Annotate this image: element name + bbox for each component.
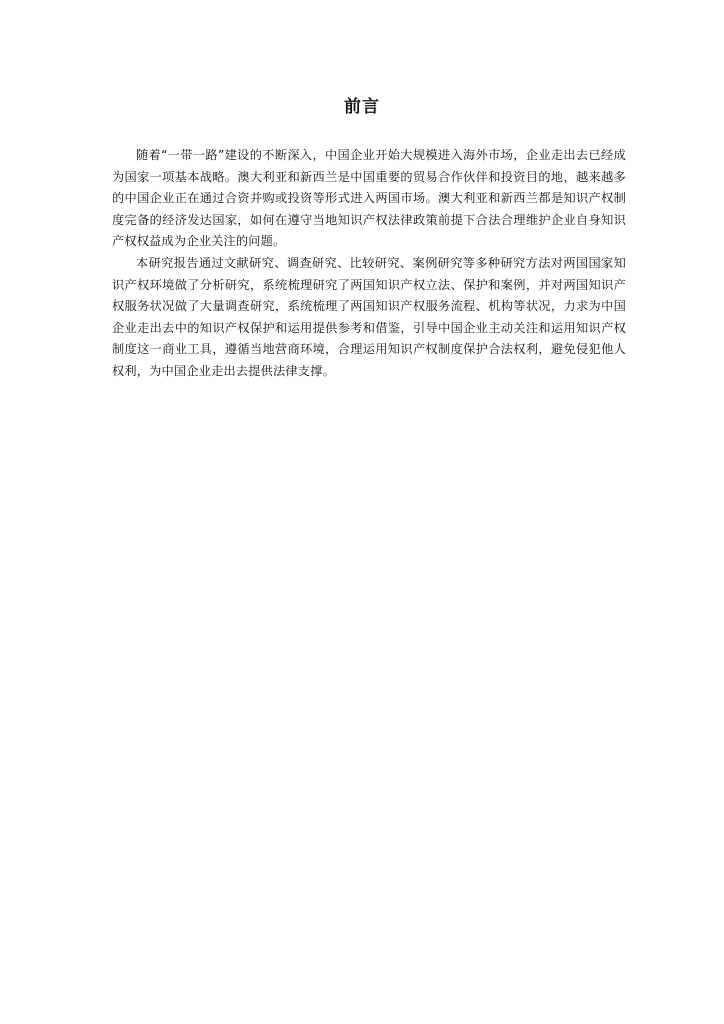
- paragraph: 本研究报告通过文献研究、调查研究、比较研究、案例研究等多种研究方法对两国国家知识产权环境做了分析研究，系统梳理研究了两国知识产权立法、保护和案例，并对两国知识产权服务状况做了大量调查研究，系统梳理了两国知识产权服务流程、机构等状况，力求为中国企业走出去中的知识产权保护和运用提供参考和借鉴，引导中国企业主动关注和运用知识产权制度这一商业工具，遵循当地营商环境，合理运用知识产权制度保护合法权利，避免侵犯他人权利，为中国企业走出去提供法律支撑。: [112, 255, 626, 378]
- body-text: [112, 145, 626, 383]
- paragraph: 随着“一带一路”建设的不断深入，中国企业开始大规模进入海外市场，企业走出去已经成为国家一项基本战略。澳大利亚和新西兰是中国重要的贸易合作伙伴和投资目的地，越来越多的中国企业正在通过合资并购或投资等形式进入两国市场。澳大利亚和新西兰都是知识产权制度完备的经济发达国家，如何在遵守当地知识产权法律政策前提下合法合理维护企业自身知识产权权益成为企业关注的问题。: [112, 148, 626, 249]
- page-title: 前言: [344, 97, 380, 117]
